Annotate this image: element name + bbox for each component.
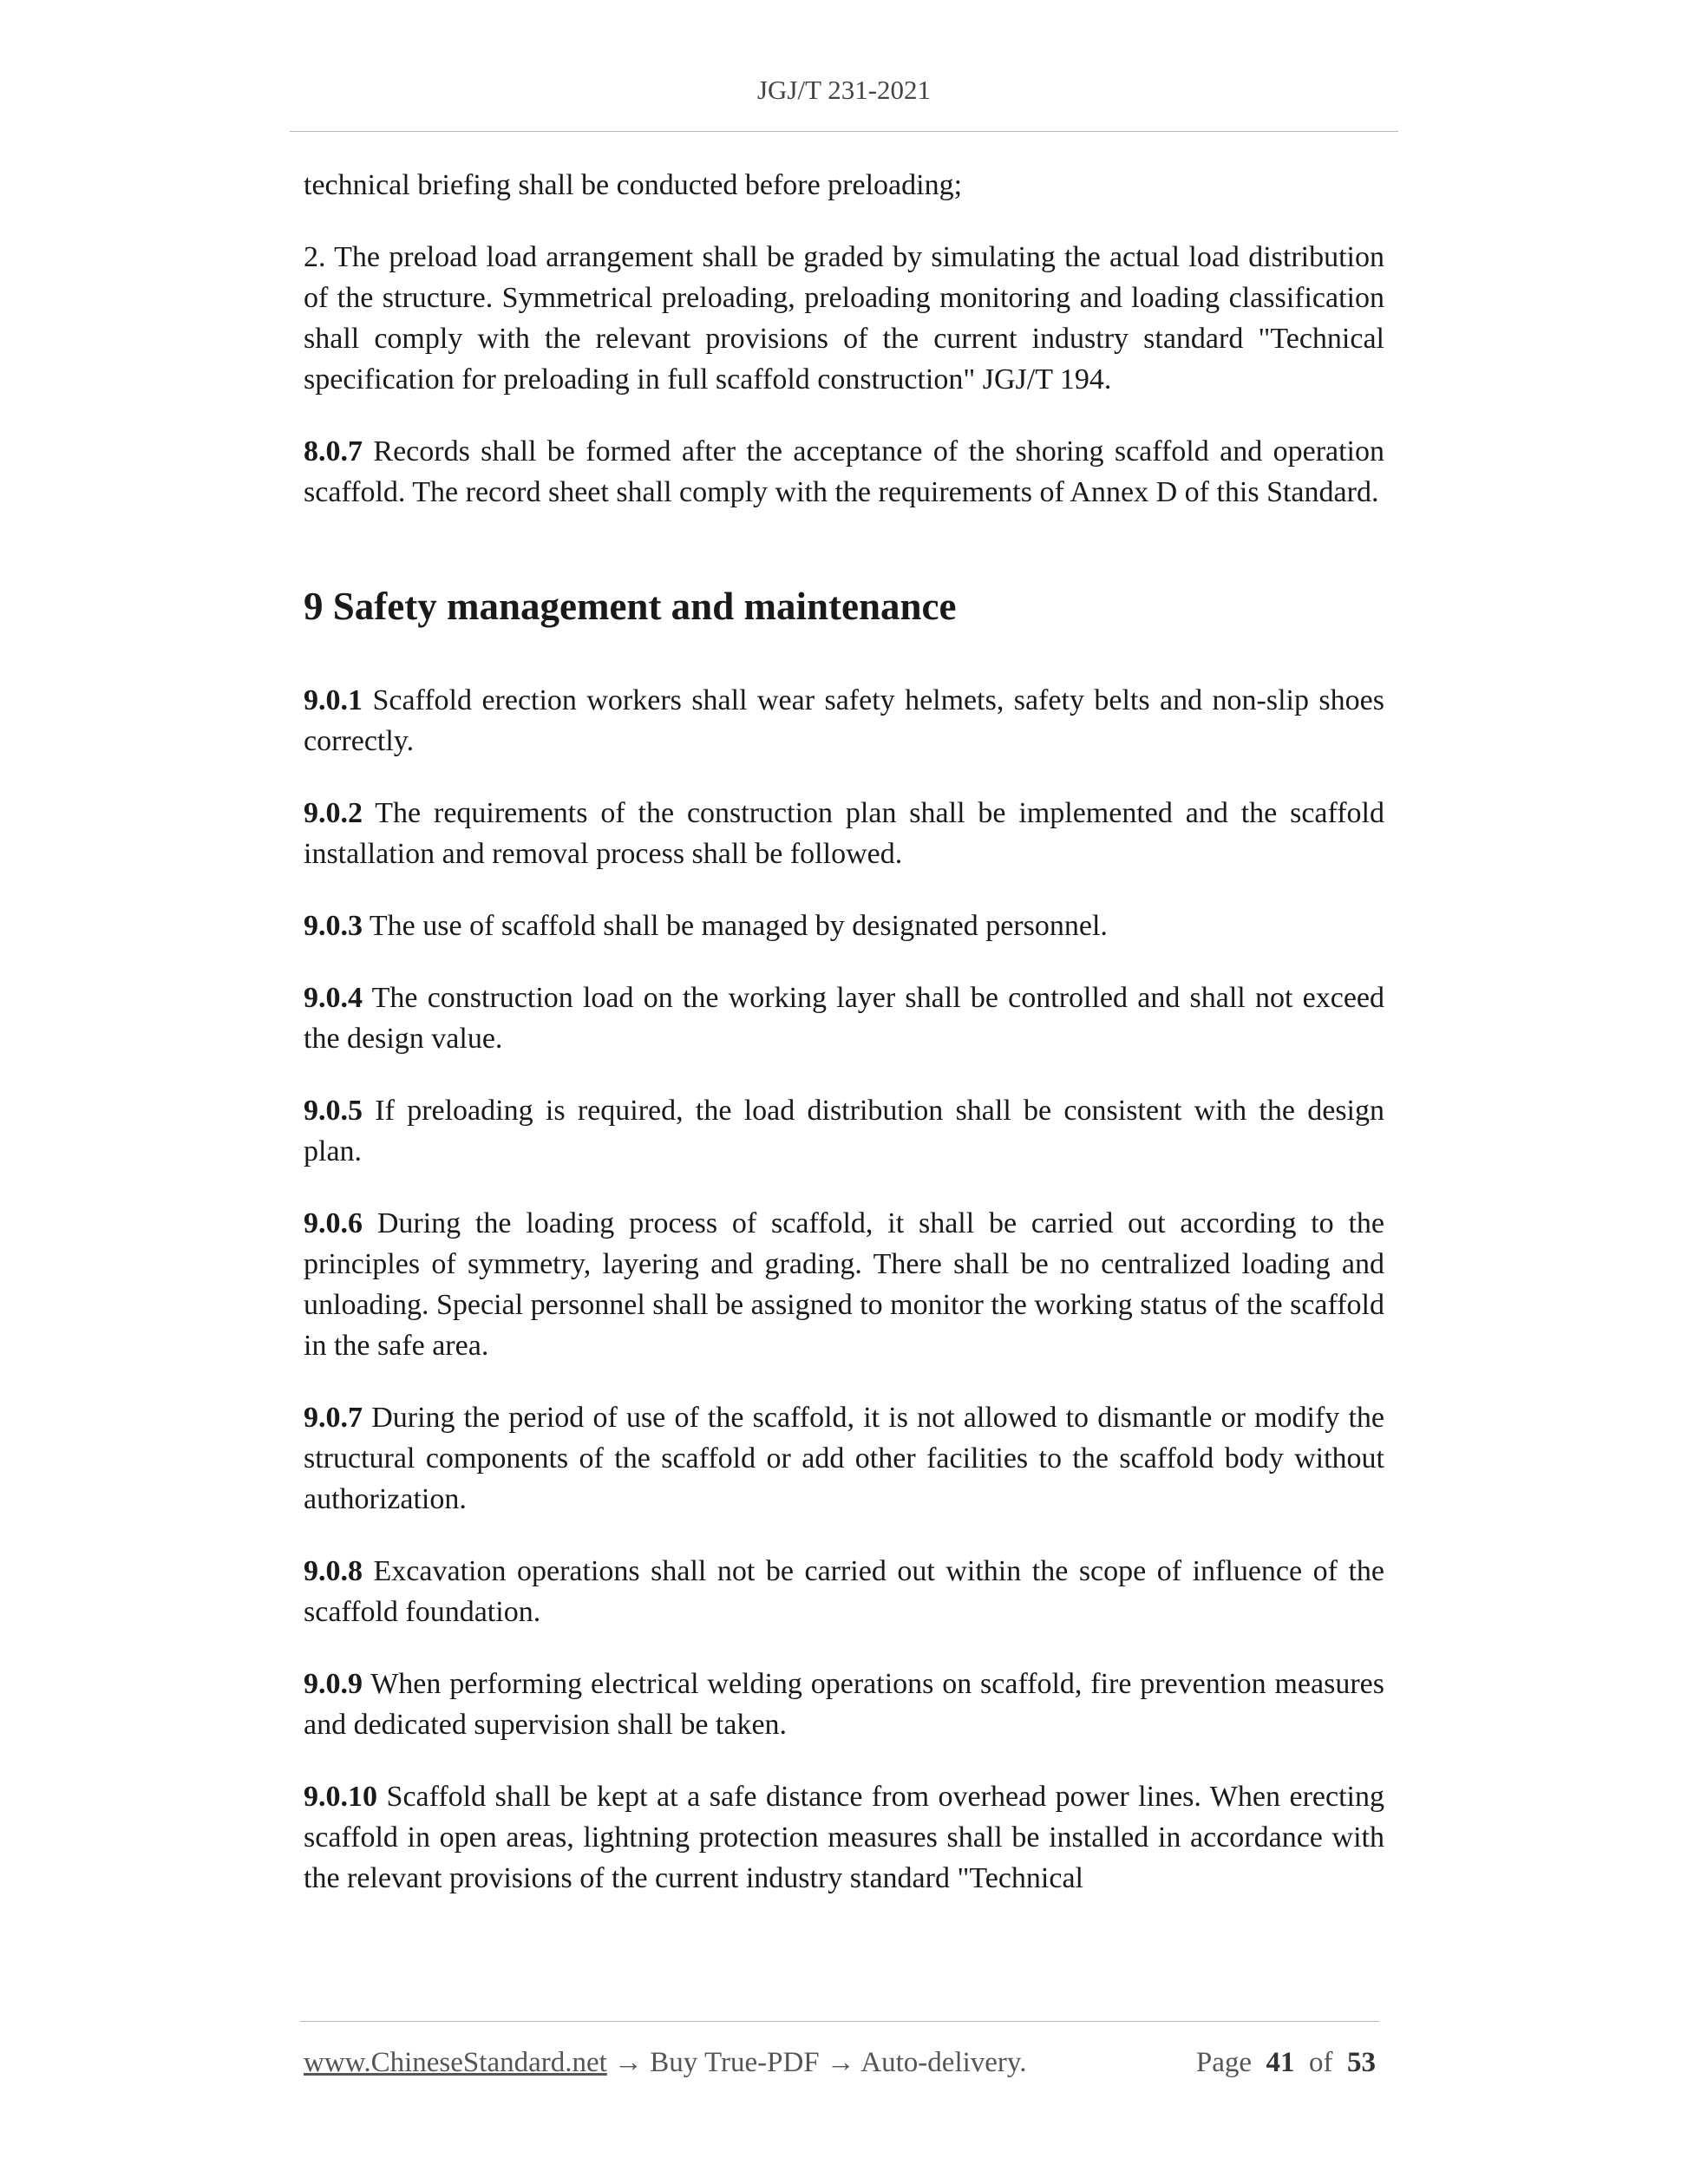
clause-text: When performing electrical welding operations on scaffold, fire prevention measures and dedicated supervision shall be taken. <box>304 1668 1384 1741</box>
clause-9-0-1 <box>304 680 1384 762</box>
page-label: Page <box>1195 2047 1252 2078</box>
website-link[interactable]: www.ChineseStandard.net <box>304 2047 607 2078</box>
page-total: 53 <box>1347 2047 1376 2078</box>
clause-number: 9.0.1 <box>304 684 363 716</box>
clause-number: 9.0.5 <box>304 1095 363 1127</box>
clause-text: If preloading is required, the load distribution shall be consistent with the design plan. <box>304 1095 1384 1167</box>
header-divider <box>290 131 1398 132</box>
clause-number: 9.0.3 <box>304 910 363 942</box>
intro-item-2: 2. The preload load arrangement shall be graded by simulating the actual load distribution of the structure. Symmetrical preloading, preloading monitoring and loading classification shall comply with the relevant provisions of the current industry standard "Technical specification for preloading in full scaffold construction" JGJ/T 194. <box>304 241 1384 396</box>
clause-9-0-9 <box>304 1664 1384 1745</box>
page-header: JGJ/T 231-2021 <box>756 75 932 105</box>
clause-number: 9.0.7 <box>304 1402 363 1434</box>
footer-divider <box>300 2021 1379 2022</box>
clause-9-0-10 <box>304 1776 1384 1899</box>
clause-text: The construction load on the working layer shall be controlled and shall not exceed the design value. <box>304 982 1384 1055</box>
clause-8-0-7 <box>304 431 1384 513</box>
clause-text: Records shall be formed after the acceptance of the shoring scaffold and operation scaffold. The record sheet shall comply with the requirements of Annex D of this Standard. <box>304 435 1385 508</box>
clause-text: Excavation operations shall not be carried out within the scope of influence of the scaffold foundation. <box>304 1555 1384 1628</box>
clause-text: During the period of use of the scaffold, it is not allowed to dismantle or modify the structural components of the scaffold or add other facilities to the scaffold body without authorization. <box>304 1402 1385 1515</box>
clause-number: 9.0.9 <box>304 1668 363 1700</box>
clause-9-0-2 <box>304 793 1384 874</box>
page-counter <box>1196 2047 1376 2079</box>
clause-9-0-6 <box>304 1203 1384 1366</box>
clause-number: 9.0.6 <box>304 1207 363 1239</box>
footer-tagline: → Buy True-PDF → Auto-delivery. <box>614 2047 1027 2078</box>
document-body <box>304 165 1384 1930</box>
clause-9-0-4 <box>304 978 1384 1059</box>
footer-promo <box>304 2047 1027 2079</box>
clause-text: Scaffold erection workers shall wear safety helmets, safety belts and non-slip shoes correctly. <box>304 684 1384 757</box>
intro-line: technical briefing shall be conducted before preloading; <box>304 169 963 201</box>
clause-text: The use of scaffold shall be managed by designated personnel. <box>369 910 1108 942</box>
clause-text: During the loading process of scaffold, it shall be carried out according to the principles of symmetry, layering and grading. There shall be no centralized loading and unloading. Special personnel shall be assigned to monitor the working status of the scaffold in the safe area. <box>304 1207 1385 1362</box>
clause-number: 9.0.10 <box>304 1781 377 1813</box>
clause-number: 8.0.7 <box>304 435 363 468</box>
of-label: of <box>1309 2047 1333 2078</box>
clause-text: Scaffold shall be kept at a safe distance from overhead power lines. When erecting scaffold in open areas, lightning protection measures shall be installed in accordance with the relevant provisions of the current industry standard "Technical <box>304 1781 1385 1894</box>
clause-number: 9.0.2 <box>304 797 363 829</box>
page-number: 41 <box>1266 2047 1295 2078</box>
clause-text: The requirements of the construction plan shall be implemented and the scaffold installation and removal process shall be followed. <box>304 797 1384 870</box>
clause-9-0-7 <box>304 1397 1384 1520</box>
clause-number: 9.0.4 <box>304 982 363 1014</box>
clause-9-0-5 <box>304 1090 1384 1172</box>
clause-number: 9.0.8 <box>304 1555 363 1587</box>
section-heading: 9 Safety management and maintenance <box>304 585 957 628</box>
clause-9-0-8 <box>304 1551 1384 1632</box>
clause-9-0-3 <box>304 906 1384 946</box>
